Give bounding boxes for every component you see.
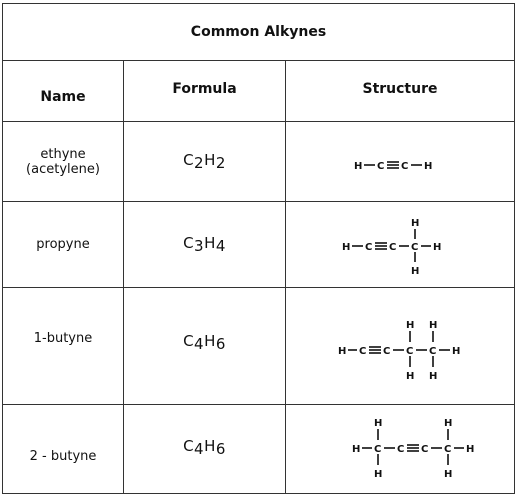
atom-label: H [452, 346, 461, 357]
table-title: Common Alkynes [190, 24, 327, 40]
atom-label: H [429, 371, 438, 382]
atom-label: C [374, 444, 382, 455]
atom-label: H [354, 161, 363, 172]
name-line: propyne [36, 237, 90, 252]
atom-label: H [411, 218, 420, 229]
atom-label: C [401, 161, 409, 172]
formula-text: $C_4H_6$ [183, 332, 226, 353]
name-line: (acetylene) [26, 161, 100, 177]
formula-text: $C_2H_2$ [183, 151, 226, 172]
atom-label: C [429, 346, 437, 357]
structure-ethyne [286, 122, 514, 201]
atom-label: H [466, 444, 475, 455]
row-formula [124, 202, 285, 287]
row-name [3, 288, 123, 404]
row-formula [124, 405, 285, 495]
divider [3, 60, 514, 61]
atom-label: C [421, 444, 429, 455]
atom-label: C [359, 346, 367, 357]
atom-label: H [444, 469, 453, 480]
atom-label: C [411, 242, 419, 253]
name-line: 1-butyne [33, 331, 93, 346]
structure-propyne [286, 202, 514, 287]
name-line: 2 - butyne [29, 449, 97, 464]
atom-label: C [389, 242, 397, 253]
formula-text: $C_4H_6$ [183, 437, 226, 458]
atom-label: H [342, 242, 351, 253]
atom-label: H [406, 371, 415, 382]
atom-label: H [374, 418, 383, 429]
atom-label: C [377, 161, 385, 172]
row-name [3, 405, 123, 495]
row-formula [124, 122, 285, 201]
atom-label: H [433, 242, 442, 253]
atom-label: H [374, 469, 383, 480]
row-name [3, 202, 123, 287]
atom-label: H [444, 418, 453, 429]
atom-label: H [429, 320, 438, 331]
structure-2-butyne [286, 405, 514, 495]
atom-label: H [352, 444, 361, 455]
name-line: ethyne [40, 146, 86, 162]
atom-label: C [383, 346, 391, 357]
row-name [3, 122, 123, 201]
atom-label: H [338, 346, 347, 357]
alkynes-table [2, 3, 515, 494]
header-formula: Formula [172, 81, 237, 97]
structure-1-butyne [286, 288, 514, 404]
row-formula [124, 288, 285, 404]
atom-label: H [424, 161, 433, 172]
atom-label: C [365, 242, 373, 253]
atom-label: C [406, 346, 414, 357]
formula-text: $C_3H_4$ [183, 234, 226, 255]
atom-label: C [397, 444, 405, 455]
atom-label: H [406, 320, 415, 331]
atom-label: H [411, 266, 420, 277]
atom-label: C [444, 444, 452, 455]
header-structure: Structure [362, 81, 438, 97]
header-name: Name [40, 89, 86, 105]
